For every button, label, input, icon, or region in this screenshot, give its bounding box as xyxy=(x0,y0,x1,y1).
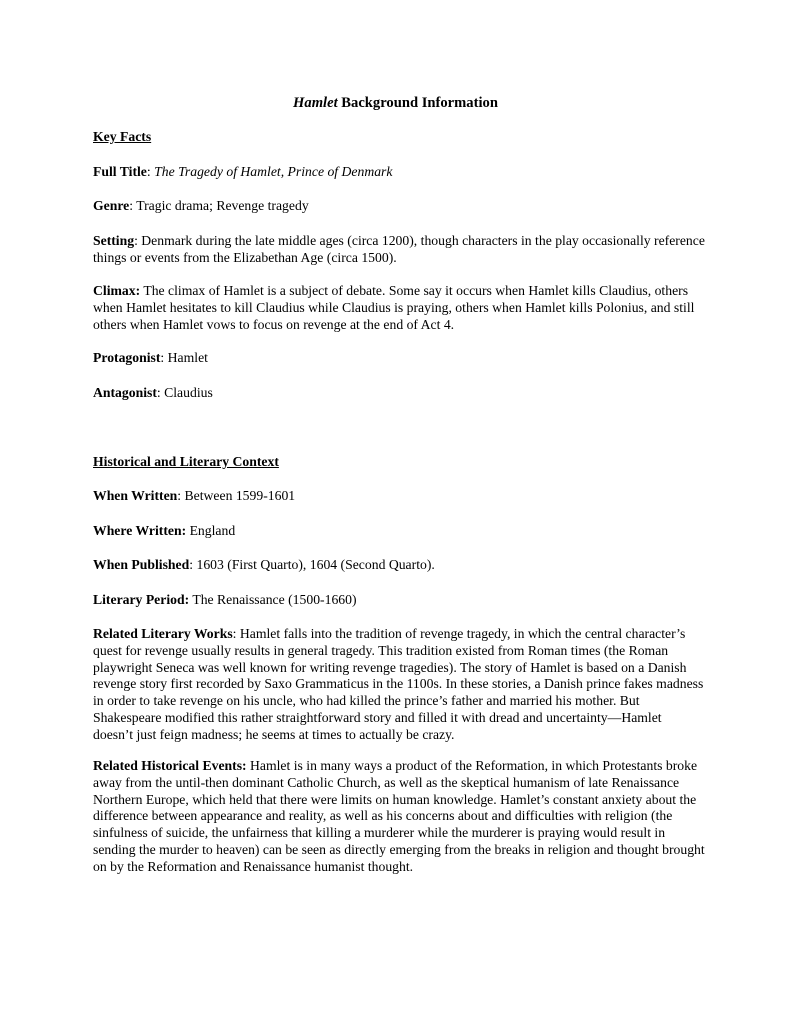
fact-value: England xyxy=(189,523,236,538)
related-literary-works xyxy=(93,626,705,744)
fact-value: Hamlet xyxy=(167,350,208,365)
fact-separator: : xyxy=(134,233,142,248)
fact-value: 1603 (First Quarto), 1604 (Second Quarto). xyxy=(196,557,435,572)
fact-separator: : xyxy=(232,626,240,641)
fact-separator: : xyxy=(129,198,137,213)
fact-label: When Published xyxy=(93,557,190,572)
title-italic: Hamlet xyxy=(293,95,338,111)
fact-label: Protagonist xyxy=(93,350,161,365)
related-historical-events xyxy=(93,758,705,876)
fact-label: Full Title xyxy=(93,164,147,179)
context-heading: Historical and Literary Context xyxy=(93,454,279,469)
fact-value: Hamlet is in many ways a product of the Reformation, in which Protestants broke away from the until-then dominant Catholic Church, as well as the skeptical humanism of late Renaissance Northern Europe, which held that there were limits on human knowledge. Hamlet’s constant anxiety about the difference between appearance and reality, as well as his concerns about and difficulties with religion (the sinfulness of suicide, the unfairness that killing a murderer while the murderer is praying would result in sending the murder to heaven) can be seen as directly emerging from the breaks in religion and thought brought on by the Reformation and Renaissance humanist thought. xyxy=(93,758,705,874)
fact-separator: : xyxy=(146,164,155,179)
title-rest: Background Information xyxy=(337,95,498,111)
literary-period-fact xyxy=(93,592,705,609)
fact-value: The Tragedy of Hamlet, Prince of Denmark xyxy=(154,164,393,179)
fact-value: Tragic drama; Revenge tragedy xyxy=(136,198,309,213)
page-title xyxy=(0,94,791,112)
where-written-fact xyxy=(93,523,705,540)
fact-label: Antagonist xyxy=(93,385,157,400)
fact-separator: : xyxy=(156,385,165,400)
fact-value: Between 1599-1601 xyxy=(184,488,296,503)
fact-label: When Written xyxy=(93,488,178,503)
protagonist-fact xyxy=(93,350,705,367)
antagonist-fact xyxy=(93,385,705,402)
fact-label: Where Written: xyxy=(93,523,187,538)
fact-separator: : xyxy=(177,488,185,503)
fact-value: Denmark during the late middle ages (circa 1200), though characters in the play occasionally reference things or events from the Elizabethan Age (circa 1500). xyxy=(93,233,705,265)
full-title-fact xyxy=(93,164,705,181)
fact-label: Literary Period: xyxy=(93,592,190,607)
climax-fact xyxy=(93,283,705,333)
fact-label: Related Literary Works xyxy=(93,626,233,641)
when-published-fact xyxy=(93,557,705,574)
genre-fact xyxy=(93,198,705,215)
fact-label: Setting xyxy=(93,233,135,248)
key-facts-heading: Key Facts xyxy=(93,129,152,144)
fact-value: The Renaissance (1500-1660) xyxy=(192,592,357,607)
fact-value: Hamlet falls into the tradition of revenge tragedy, in which the central character’s quest for revenge usually results in general tragedy. This tradition existed from Roman times (the Roman playwright Seneca was well known for writing revenge tragedies). The story of Hamlet is based on a Danish revenge story first recorded by Saxo Grammaticus in the 1100s. In these stories, a Danish prince fakes madness in order to take revenge on his uncle, who had killed the prince’s father and married his mother. But Shakespeare modified this rather straightforward story and filled it with dread and uncertainty—Hamlet doesn’t just feign madness; he seems at times to actually be crazy. xyxy=(93,626,704,742)
fact-value: The climax of Hamlet is a subject of debate. Some say it occurs when Hamlet kills Claudius, others when Hamlet hesitates to kill Claudius while Claudius is praying, others when Hamlet kills Polonius, and still others when Hamlet vows to focus on revenge at the end of Act 4. xyxy=(93,283,695,332)
when-written-fact xyxy=(93,488,705,505)
setting-fact xyxy=(93,233,705,267)
fact-label: Genre xyxy=(93,198,130,213)
fact-label: Related Historical Events: xyxy=(93,758,247,773)
fact-label: Climax: xyxy=(93,283,141,298)
fact-separator: : xyxy=(160,350,168,365)
fact-value: Claudius xyxy=(164,385,213,400)
fact-separator: : xyxy=(189,557,197,572)
